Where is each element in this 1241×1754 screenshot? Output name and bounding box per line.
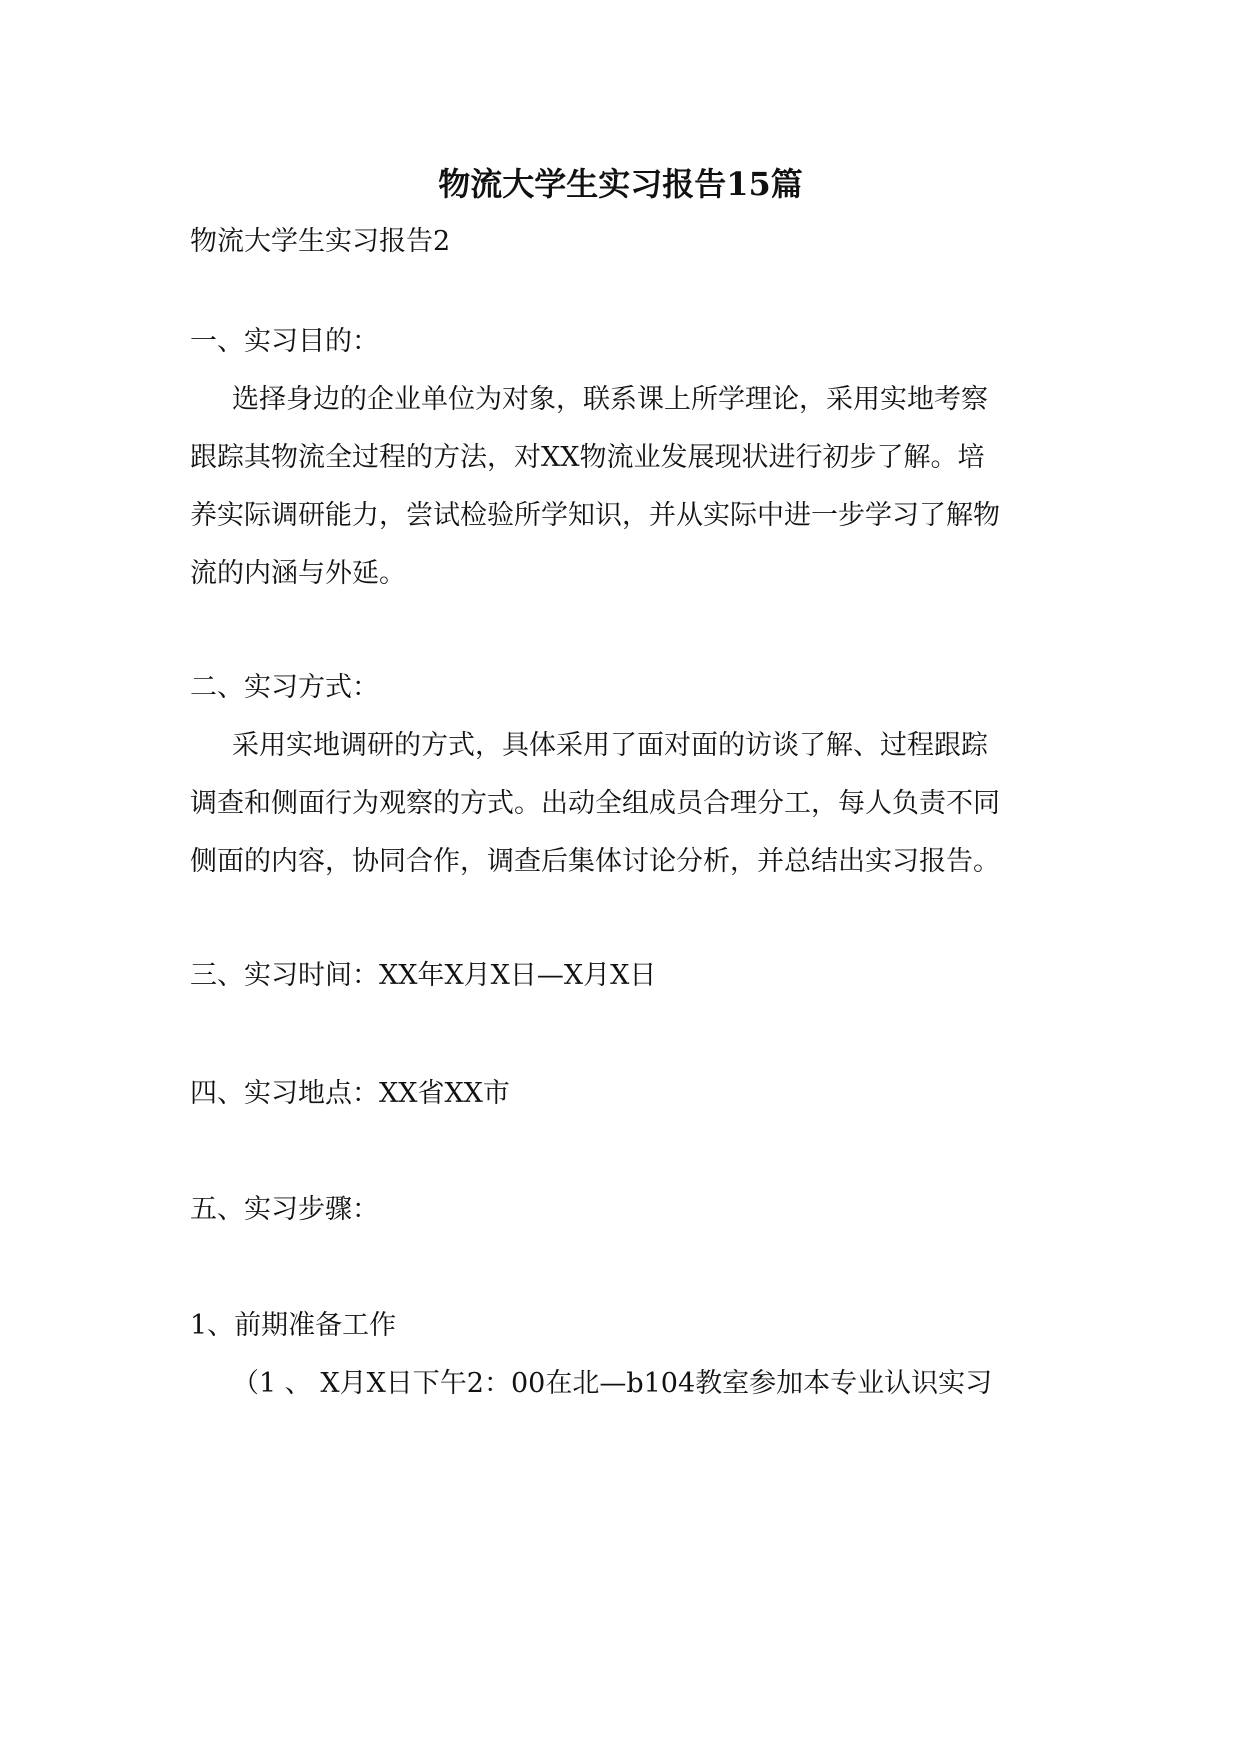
step-item-line: （1 、 X月X日下午2：00在北—b104教室参加本专业认识实习 — [232, 1368, 993, 1399]
paragraph-line: 流的内涵与外延。 — [190, 558, 406, 589]
paragraph-line: 侧面的内容，协同合作，调查后集体讨论分析，并总结出实习报告。 — [190, 846, 1000, 877]
section-heading-steps: 五、实习步骤： — [190, 1194, 379, 1225]
document-title: 物流大学生实习报告15篇 — [438, 165, 803, 203]
section-time: 三、实习时间：XX年X月X日—X月X日 — [190, 960, 657, 991]
paragraph-line: 选择身边的企业单位为对象，联系课上所学理论，采用实地考察 — [232, 384, 988, 415]
paragraph-line: 采用实地调研的方式，具体采用了面对面的访谈了解、过程跟踪 — [232, 730, 988, 761]
paragraph-line: 养实际调研能力，尝试检验所学知识，并从实际中进一步学习了解物 — [190, 500, 1000, 531]
paragraph-line: 跟踪其物流全过程的方法，对XX物流业发展现状进行初步了解。培 — [190, 442, 985, 473]
step-heading: 1、前期准备工作 — [190, 1310, 397, 1341]
section-heading-method: 二、实习方式： — [190, 672, 379, 703]
section-heading-purpose: 一、实习目的： — [190, 326, 379, 357]
section-place: 四、实习地点：XX省XX市 — [190, 1078, 510, 1109]
document-subtitle: 物流大学生实习报告2 — [190, 226, 451, 257]
paragraph-line: 调查和侧面行为观察的方式。出动全组成员合理分工，每人负责不同 — [190, 788, 1000, 819]
